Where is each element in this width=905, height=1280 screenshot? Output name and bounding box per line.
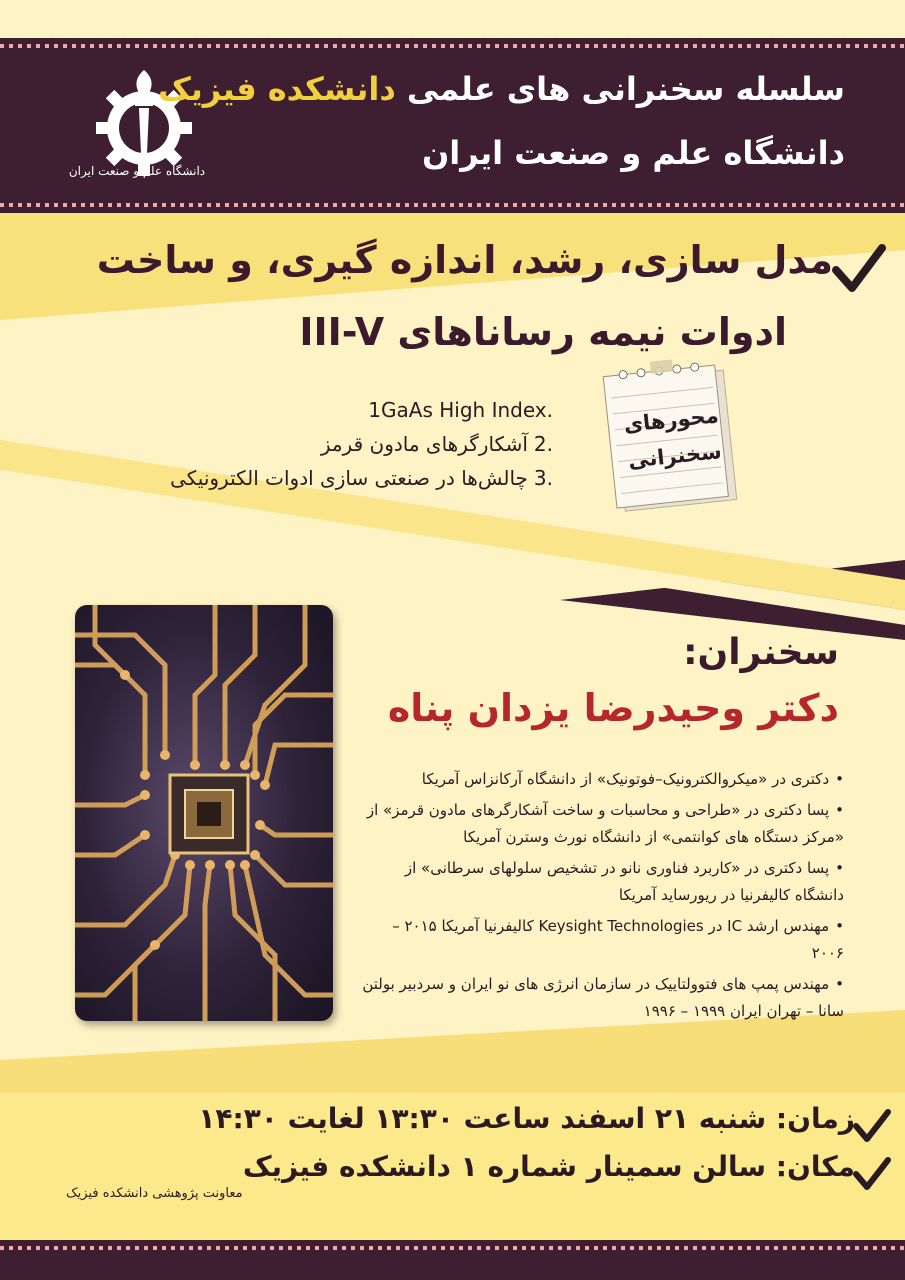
- dotted-border-bottom: [0, 203, 905, 207]
- header-subtitle: دانشگاه علم و صنعت ایران: [421, 134, 845, 172]
- talk-title-line-1: مدل سازی، رشد، اندازه گیری، و ساخت: [96, 238, 833, 282]
- talk-title-line-2: ادوات نیمه رسانا‌های III-V: [299, 310, 787, 354]
- topics-list: [170, 393, 553, 495]
- bio-item: • پسا دکتری در «کاربرد فناوری نانو در تشخیص سلولهای سرطانی» از دانشگاه کالیفرنیا در ریورساید آمریکا: [362, 855, 844, 909]
- dotted-border-top: [0, 44, 905, 48]
- bio-item: • دکتری در «میکروالکترونیک–فوتونیک» از دانشگاه آرکانزاس آمریکا: [362, 766, 844, 793]
- header-band: [0, 38, 905, 213]
- topics-note-line-2: سخنرانی: [626, 439, 723, 473]
- organizer-label: معاونت پژوهشی دانشکده فیزیک: [66, 1186, 243, 1201]
- footer-band: [0, 1240, 905, 1280]
- topic-text: GaAs High Index: [381, 398, 547, 422]
- speaker-bio-list: [362, 766, 844, 1029]
- checkmark-icon: [852, 1106, 892, 1146]
- topic-text: آشکارگرهای مادون قرمز: [320, 432, 528, 456]
- event-place: مکان: سالن سمینار شماره ۱ دانشکده فیزیک: [242, 1150, 855, 1183]
- checkmark-icon: [832, 242, 886, 296]
- bio-item: • مهندس ارشد IC در Keysight Technologies کالیفرنیا آمریکا ۲۰۱۵ – ۲۰۰۶: [362, 913, 844, 967]
- checkmark-icon: [852, 1154, 892, 1194]
- topics-note-line-1: محورهای: [622, 403, 720, 438]
- topics-note-label: [611, 396, 736, 480]
- header-title-prefix: سلسله سخنرانی های علمی: [395, 70, 845, 108]
- dotted-border-footer: [0, 1246, 905, 1250]
- topic-item: [170, 427, 553, 461]
- header-title-accent: دانشکده فیزیک: [157, 70, 396, 108]
- circuit-board-image: [75, 605, 333, 1021]
- event-time: زمان: شنبه ۲۱ اسفند ساعت ۱۳:۳۰ لغایت ۱۴:۳۰: [198, 1102, 855, 1135]
- logo-caption: دانشگاه علم و صنعت ایران: [68, 164, 206, 178]
- speaker-label: سخنران:: [683, 632, 839, 673]
- bio-item: • پسا دکتری در «طراحی و محاسبات و ساخت آشکارگرهای مادون قرمز» از «مرکز دستگاه های کوانتمی» از دانشگاه نورث وسترن آمریکا: [362, 797, 844, 851]
- topic-number: .2: [533, 432, 553, 456]
- topic-item: [170, 461, 553, 495]
- header-title: [158, 70, 845, 108]
- topic-text: چالش‌ها در صنعتی سازی ادوات الکترونیکی: [170, 466, 528, 490]
- topic-number: .1: [368, 398, 553, 422]
- topic-item: [170, 393, 553, 427]
- bio-item: • مهندس پمپ های فتوولتاییک در سازمان انرژی های نو ایران و سردبیر بولتن سانا – تهران ایران ۱۹۹۹ – ۱۹۹۶: [362, 971, 844, 1025]
- speaker-name: دکتر وحیدرضا یزدان پناه: [387, 686, 839, 730]
- topic-number: .3: [533, 466, 553, 490]
